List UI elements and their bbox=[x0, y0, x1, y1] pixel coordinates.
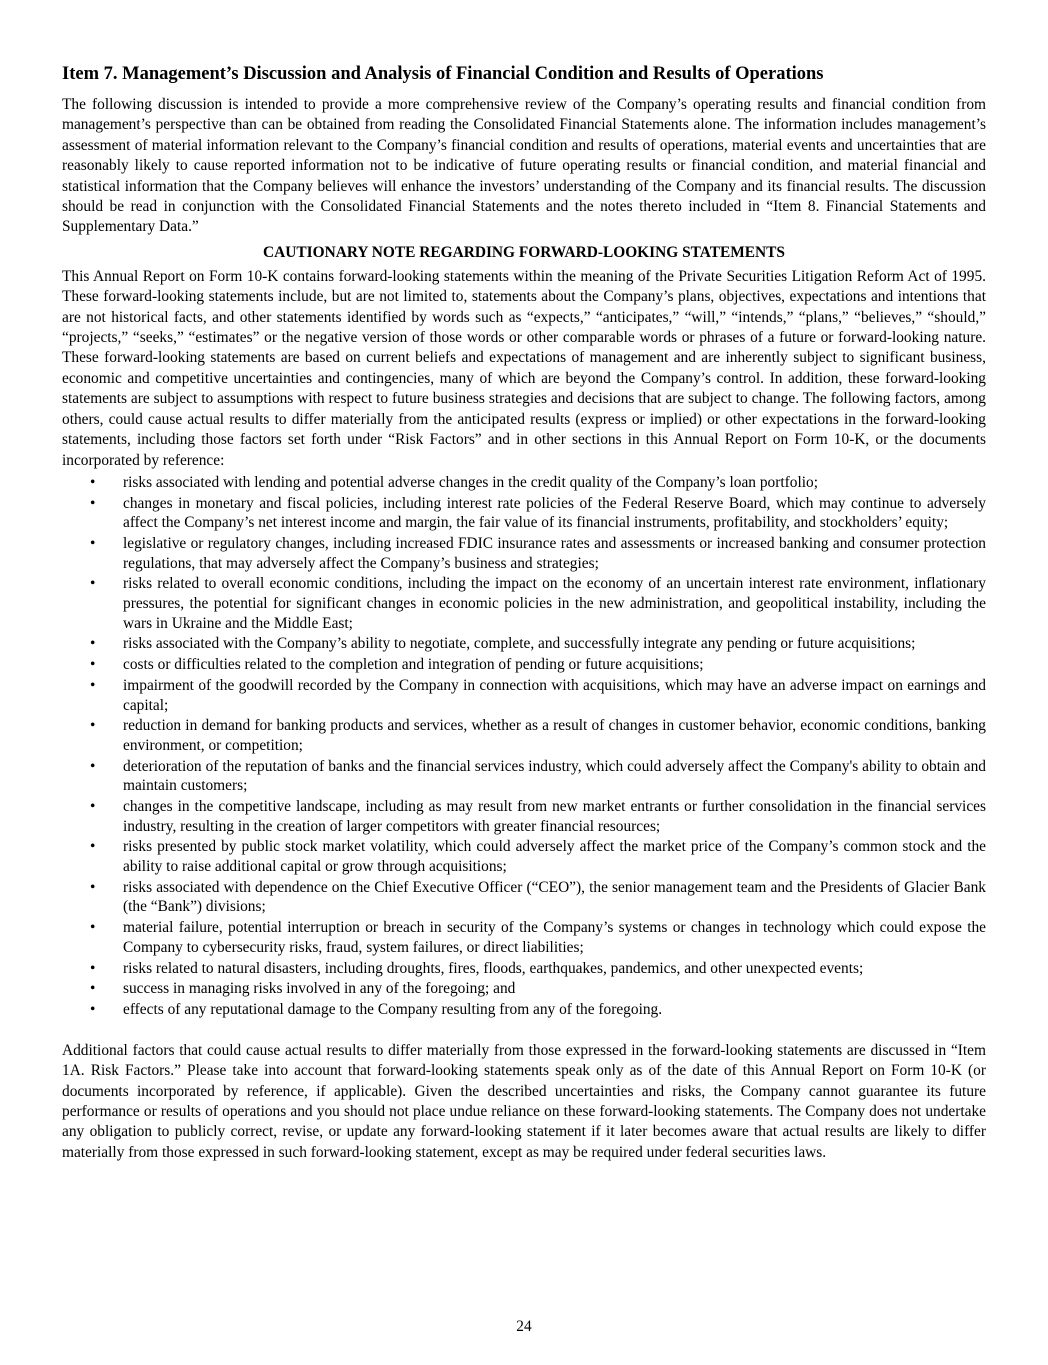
bullet-icon: • bbox=[90, 838, 96, 856]
list-item bbox=[62, 757, 986, 796]
list-item bbox=[62, 634, 986, 654]
bullet-icon: • bbox=[90, 959, 96, 977]
list-item bbox=[62, 878, 986, 917]
list-item-text: risks associated with dependence on the Chief Executive Officer (“CEO”), the senior management team and the Presidents of Glacier Bank (the “Bank”) divisions; bbox=[123, 878, 986, 916]
bullet-icon: • bbox=[90, 980, 96, 998]
bullet-icon: • bbox=[90, 919, 96, 937]
list-item-text: effects of any reputational damage to the Company resulting from any of the foregoing. bbox=[123, 1001, 663, 1019]
list-item bbox=[62, 655, 986, 675]
list-item-text: success in managing risks involved in any of the foregoing; and bbox=[123, 980, 516, 998]
list-item-text: risks related to natural disasters, including droughts, fires, floods, earthquakes, pandemics, and other unexpected events; bbox=[123, 959, 864, 977]
list-item bbox=[62, 979, 986, 999]
cautionary-heading: CAUTIONARY NOTE REGARDING FORWARD-LOOKING STATEMENTS bbox=[263, 243, 785, 261]
bullet-icon: • bbox=[90, 473, 96, 491]
page-number: 24 bbox=[516, 1318, 532, 1335]
bullet-icon: • bbox=[90, 494, 96, 512]
list-item-text: risks associated with lending and potential adverse changes in the credit quality of the Company’s loan portfolio; bbox=[123, 473, 818, 491]
list-item bbox=[62, 716, 986, 755]
list-item bbox=[62, 1000, 986, 1020]
bullet-icon: • bbox=[90, 757, 96, 775]
bullet-icon: • bbox=[90, 676, 96, 694]
bullet-icon: • bbox=[90, 575, 96, 593]
list-item-text: risks presented by public stock market volatility, which could adversely affect the market price of the Company’s common stock and the ability to raise additional capital or grow through acquisitions; bbox=[123, 838, 986, 876]
list-item bbox=[62, 959, 986, 979]
list-item-text: risks related to overall economic conditions, including the impact on the economy of an uncertain interest rate environment, inflationary pressures, the potential for significant changes in economic policies in the new administration, and geopolitical instability, including the wars in Ukraine and the Middle East; bbox=[123, 575, 986, 632]
list-item bbox=[62, 676, 986, 715]
list-item bbox=[62, 797, 986, 836]
list-item-text: reduction in demand for banking products and services, whether as a result of changes in customer behavior, economic conditions, banking environment, or competition; bbox=[123, 717, 986, 754]
bullet-icon: • bbox=[90, 1001, 96, 1019]
bullet-icon: • bbox=[90, 798, 96, 816]
list-item bbox=[62, 837, 986, 876]
list-item-text: deterioration of the reputation of banks and the financial services industry, which could adversely affect the Company's ability to obtain and maintain customers; bbox=[123, 757, 986, 795]
list-item-text: changes in monetary and fiscal policies, including interest rate policies of the Federal Reserve Board, which may continue to adversely affect the Company’s net interest income and margin, the fair value of its financial instruments, profitability, and stockholders’ equity; bbox=[123, 494, 986, 532]
bullet-icon: • bbox=[90, 656, 96, 674]
bullet-icon: • bbox=[90, 635, 96, 653]
list-item bbox=[62, 494, 986, 533]
section-title: Item 7. Management’s Discussion and Analysis of Financial Condition and Results of Operations bbox=[62, 64, 824, 84]
list-item bbox=[62, 918, 986, 957]
list-item-text: material failure, potential interruption or breach in security of the Company’s systems or changes in technology which could expose the Company to cybersecurity risks, fraud, system failures, or direct liabilities; bbox=[123, 919, 986, 956]
list-item bbox=[62, 574, 986, 633]
risk-factor-list bbox=[62, 473, 986, 1020]
additional-factors-paragraph: Additional factors that could cause actual results to differ materially from those expressed in the forward-looking statements are discussed in “Item 1A. Risk Factors.” Please take into account that forward-looking statements speak only as of the date of this Annual Report on Form 10-K (or documents incorporated by reference, if applicable). Given the described uncertainties and risks, the Company cannot guarantee its future performance or results of operations and you should not place undue reliance on these forward-looking statements. The Company does not undertake any obligation to publicly correct, revise, or update any forward-looking statement if it later becomes aware that actual results are likely to differ materially from those expressed in such forward-looking statement, except as may be required under federal securities laws. bbox=[62, 1041, 986, 1161]
list-item-text: changes in the competitive landscape, including as may result from new market entrants or further consolidation in the financial services industry, resulting in the creation of larger competitors with greater financial resources; bbox=[123, 798, 986, 835]
list-item bbox=[62, 473, 986, 493]
list-item bbox=[62, 534, 986, 573]
list-item-text: risks associated with the Company’s ability to negotiate, complete, and successfully integrate any pending or future acquisitions; bbox=[123, 635, 916, 653]
cautionary-paragraph: This Annual Report on Form 10-K contains forward-looking statements within the meaning of the Private Securities Litigation Reform Act of 1995. These forward-looking statements include, but are not limited to, statements about the Company’s plans, objectives, expectations and intentions that are not historical facts, and other statements identified by words such as “expects,” “anticipates,” “will,” “intends,” “plans,” “believes,” “should,” “projects,” “seeks,” “estimates” or the negative version of those words or other comparable words or phrases of a future or forward-looking nature. These forward-looking statements are based on current beliefs and expectations of management and are inherently subject to significant business, economic and competitive uncertainties and contingencies, many of which are beyond the Company’s control. In addition, these forward-looking statements are subject to assumptions with respect to future business strategies and decisions that are subject to change. The following factors, among others, could cause actual results to differ materially from the anticipated results (express or implied) or other expectations in the forward-looking statements, including those factors set forth under “Risk Factors” and in other sections in this Annual Report on Form 10-K, or the documents incorporated by reference: bbox=[62, 267, 986, 469]
bullet-icon: • bbox=[90, 717, 96, 735]
bullet-icon: • bbox=[90, 535, 96, 553]
intro-paragraph: The following discussion is intended to provide a more comprehensive review of the Company’s operating results and financial condition from management’s perspective than can be obtained from reading the Consolidated Financial Statements alone. The information includes management’s assessment of material information relevant to the Company’s financial condition and results of operations, material events and uncertainties that are reasonably likely to cause reported information not to be indicative of future operating results or financial condition, and material financial and statistical information that the Company believes will enhance the investors’ understanding of the Company and its financial results. The discussion should be read in conjunction with the Consolidated Financial Statements and the notes thereto included in “Item 8. Financial Statements and Supplementary Data.” bbox=[62, 96, 986, 236]
document-page bbox=[62, 62, 986, 1163]
list-item-text: costs or difficulties related to the completion and integration of pending or future acquisitions; bbox=[123, 656, 704, 674]
list-item-text: impairment of the goodwill recorded by the Company in connection with acquisitions, which may have an adverse impact on earnings and capital; bbox=[123, 676, 986, 714]
list-item-text: legislative or regulatory changes, including increased FDIC insurance rates and assessments or increased banking and consumer protection regulations, that may adversely affect the Company’s business and strategies; bbox=[123, 535, 986, 572]
bullet-icon: • bbox=[90, 878, 96, 896]
